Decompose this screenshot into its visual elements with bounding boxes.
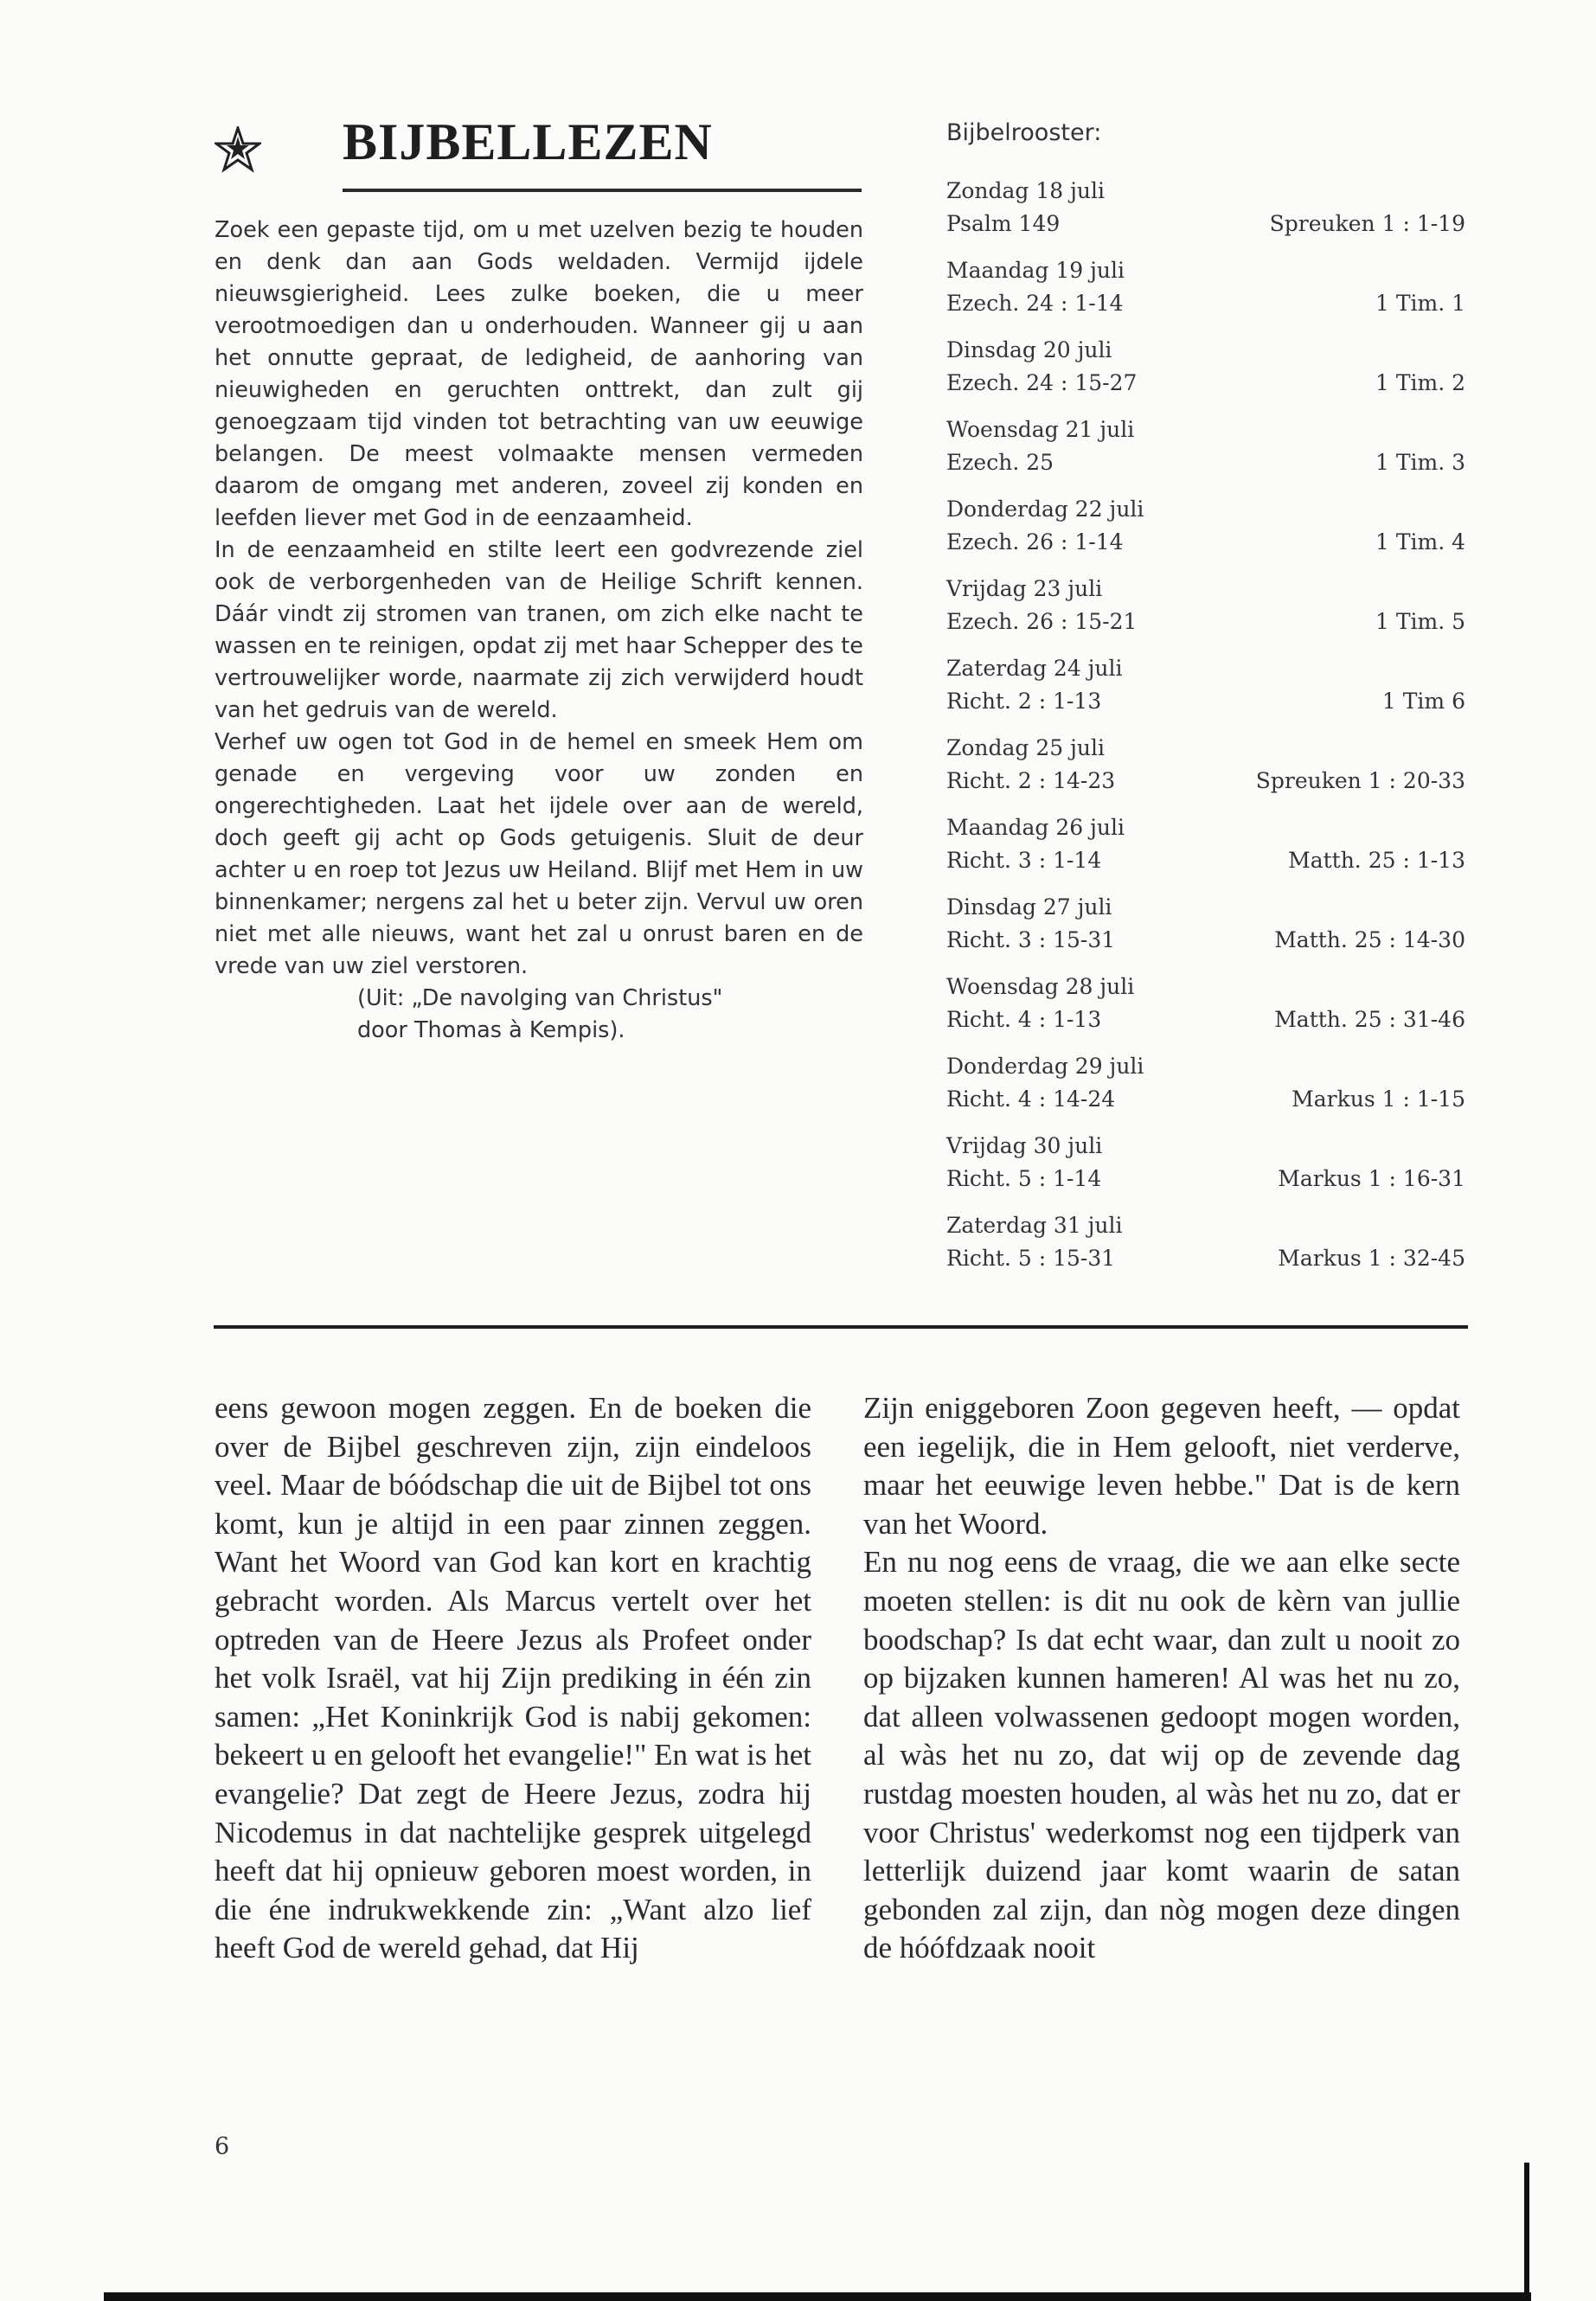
reading-ot: Ezech. 24 : 1-14 bbox=[946, 291, 1124, 316]
schedule-day-label: Zaterdag 31 juli bbox=[946, 1213, 1123, 1238]
schedule-day bbox=[946, 335, 1465, 414]
article-column-left bbox=[215, 1389, 811, 1968]
reading-ot: Richt. 4 : 14-24 bbox=[946, 1086, 1116, 1112]
schedule-day-label: Maandag 26 juli bbox=[946, 815, 1125, 840]
reading-nt: Matth. 25 : 31-46 bbox=[1274, 1007, 1465, 1032]
schedule-day-label: Vrijdag 23 juli bbox=[946, 576, 1103, 601]
article-paragraph: eens gewoon mogen zeggen. En de boeken die over de Bijbel geschreven zijn, zijn eindeloos veel. Maar de bóódschap die uit de Bijbel tot ons komt, kun je altijd in een paar zinnen zeggen. Want het Woord van God kan kort en krachtig gebracht worden. Als Marcus vertelt over het optreden van de Heere Jezus als Profeet onder het volk Israël, vat hij Zijn prediking in één zin samen: „Het Koninkrijk God is nabij gekomen: bekeert u en gelooft het evangelie!" En wat is het evangelie? Dat zegt de Heere Jezus, zodra hij Nicodemus in dat nachtelijke gesprek uitgelegd heeft dat hij opnieuw geboren moest worden, in die éne indrukwekkende zin: „Want alzo lief heeft God de wereld gehad, dat Hij bbox=[215, 1391, 811, 1965]
schedule-day bbox=[946, 255, 1465, 335]
schedule-day-label: Zondag 18 juli bbox=[946, 178, 1105, 203]
schedule-day bbox=[946, 971, 1465, 1051]
intro-paragraph: In de eenzaamheid en stilte leert een godvrezende ziel ook de verborgenheden van de Heilige Schrift kennen. Dáár vindt zij stromen van tranen, om zich elke nacht te wassen en te reinigen, opdat zij met haar Schepper des te vertrouwelijker worde, naarmate zij zich verwijderd houdt van het gedruis van de wereld. bbox=[215, 537, 863, 723]
reading-nt: Markus 1 : 1-15 bbox=[1292, 1086, 1465, 1112]
reading-ot: Psalm 149 bbox=[946, 211, 1061, 236]
reading-nt: 1 Tim. 4 bbox=[1375, 529, 1465, 554]
intro-text bbox=[215, 215, 863, 983]
reading-nt: 1 Tim. 1 bbox=[1375, 291, 1465, 316]
article-paragraph: En nu nog eens de vraag, die we aan elke secte moeten stellen: is dit nu ook de kèrn van jullie boodschap? Is dat echt waar, dan zult u nooit zo op bijzaken kunnen hameren! Al was het nu zo, dat alleen volwassenen gedoopt mogen worden, al wàs het nu zo, dat wij op de zevende dag rustdag moesten houden, al wàs het nu zo, dat er voor Christus' wederkomst nog een tijdperk van letterlijk duizend jaar komt waarin de satan gebonden zal zijn, dan nòg mogen deze dingen de hóófdzaak nooit bbox=[863, 1545, 1460, 1965]
source-citation bbox=[357, 983, 863, 1047]
reading-nt: 1 Tim. 5 bbox=[1375, 609, 1465, 634]
schedule-readings bbox=[946, 208, 1465, 240]
schedule-day bbox=[946, 414, 1465, 494]
article-column-right bbox=[863, 1389, 1460, 1968]
schedule-readings bbox=[946, 288, 1465, 319]
schedule-title: Bijbelrooster: bbox=[946, 119, 1102, 146]
reading-ot: Ezech. 26 : 1-14 bbox=[946, 529, 1124, 554]
reading-ot: Richt. 5 : 1-14 bbox=[946, 1166, 1102, 1191]
reading-nt: 1 Tim. 2 bbox=[1375, 370, 1465, 395]
star-icon bbox=[215, 126, 261, 173]
schedule-day bbox=[946, 1131, 1465, 1210]
reading-nt: 1 Tim. 3 bbox=[1375, 450, 1465, 475]
schedule-day-label: Donderdag 29 juli bbox=[946, 1054, 1144, 1079]
intro-column bbox=[215, 112, 863, 1047]
reading-nt: Markus 1 : 16-31 bbox=[1278, 1166, 1465, 1191]
reading-nt: 1 Tim 6 bbox=[1381, 689, 1465, 714]
schedule-day-label: Woensdag 28 juli bbox=[946, 974, 1135, 999]
reading-ot: Richt. 3 : 1-14 bbox=[946, 848, 1102, 873]
article-paragraph: Zijn eniggeboren Zoon gegeven heeft, — opdat een iegelijk, die in Hem gelooft, niet verderve, maar het eeuwige leven hebbe." Dat is de kern van het Woord. bbox=[863, 1391, 1460, 1541]
source-line: (Uit: „De navolging van Christus" bbox=[357, 985, 723, 1011]
section-divider bbox=[214, 1325, 1468, 1329]
schedule-readings bbox=[946, 1084, 1465, 1115]
reading-ot: Ezech. 25 bbox=[946, 450, 1054, 475]
schedule-day-label: Donderdag 22 juli bbox=[946, 497, 1144, 522]
schedule-readings bbox=[946, 1163, 1465, 1195]
schedule-day bbox=[946, 1210, 1465, 1290]
reading-ot: Ezech. 24 : 15-27 bbox=[946, 370, 1138, 395]
reading-ot: Richt. 4 : 1-13 bbox=[946, 1007, 1102, 1032]
schedule-day-label: Dinsdag 20 juli bbox=[946, 337, 1112, 362]
reading-ot: Ezech. 26 : 15-21 bbox=[946, 609, 1138, 634]
page-number: 6 bbox=[215, 2133, 230, 2160]
schedule-day bbox=[946, 812, 1465, 892]
title-underline bbox=[343, 189, 862, 192]
intro-paragraph: Zoek een gepaste tijd, om u met uzelven bezig te houden en denk dan aan Gods weldaden. Vermijd ijdele nieuwsgierigheid. Lees zulke boeken, die u meer verootmoedigen dan u onderhouden. Wanneer gij u aan het onnutte gepraat, de ledigheid, de aanhoring van nieuwigheden en geruchten onttrekt, dan zult gij genoegzaam tijd vinden tot betrachting van uw eeuwige belangen. De meest volmaakte mensen vermeden daarom de omgang met anderen, zoveel zij konden en leefden liever met God in de eenzaamheid. bbox=[215, 217, 863, 531]
schedule-day bbox=[946, 733, 1465, 812]
reading-ot: Richt. 5 : 15-31 bbox=[946, 1246, 1116, 1271]
page-title: BIJBELLEZEN bbox=[343, 113, 713, 170]
schedule-day-label: Zaterdag 24 juli bbox=[946, 656, 1123, 681]
page-edge bbox=[104, 2292, 1531, 2301]
schedule-day-label: Woensdag 21 juli bbox=[946, 417, 1135, 442]
reading-nt: Markus 1 : 32-45 bbox=[1278, 1246, 1465, 1271]
reading-nt: Matth. 25 : 1-13 bbox=[1288, 848, 1465, 873]
schedule-day bbox=[946, 574, 1465, 653]
schedule-list bbox=[946, 176, 1465, 1290]
reading-ot: Richt. 2 : 1-13 bbox=[946, 689, 1102, 714]
reading-nt: Spreuken 1 : 20-33 bbox=[1255, 768, 1465, 793]
schedule-readings bbox=[946, 1243, 1465, 1274]
schedule-readings bbox=[946, 1004, 1465, 1035]
source-line: door Thomas à Kempis). bbox=[357, 1017, 625, 1043]
schedule-day-label: Dinsdag 27 juli bbox=[946, 894, 1112, 920]
schedule-readings bbox=[946, 845, 1465, 876]
reading-nt: Spreuken 1 : 1-19 bbox=[1269, 211, 1465, 236]
reading-ot: Richt. 3 : 15-31 bbox=[946, 927, 1116, 952]
schedule-readings bbox=[946, 447, 1465, 478]
intro-paragraph: Verhef uw ogen tot God in de hemel en smeek Hem om genade en vergeving voor uw zonden en ongerechtigheden. Laat het ijdele over aan de wereld, doch geeft gij acht op Gods getuigenis. Sluit de deur achter u en roep tot Jezus uw Heiland. Blijf met Hem in uw binnenkamer; nergens zal het u beter zijn. Vervul uw oren niet met alle nieuws, want het zal u onrust baren en de vrede van uw ziel verstoren. bbox=[215, 729, 863, 979]
schedule-day bbox=[946, 653, 1465, 733]
schedule-day bbox=[946, 892, 1465, 971]
page-edge bbox=[1524, 2163, 1529, 2292]
schedule-readings bbox=[946, 527, 1465, 558]
schedule-day bbox=[946, 176, 1465, 255]
bible-schedule bbox=[946, 119, 1465, 1290]
schedule-day-label: Maandag 19 juli bbox=[946, 258, 1125, 283]
schedule-day-label: Zondag 25 juli bbox=[946, 735, 1105, 760]
schedule-readings bbox=[946, 766, 1465, 797]
section-header bbox=[215, 112, 863, 185]
schedule-day bbox=[946, 1051, 1465, 1131]
schedule-readings bbox=[946, 368, 1465, 399]
schedule-readings bbox=[946, 925, 1465, 956]
schedule-readings bbox=[946, 686, 1465, 717]
reading-nt: Matth. 25 : 14-30 bbox=[1274, 927, 1465, 952]
schedule-day-label: Vrijdag 30 juli bbox=[946, 1133, 1103, 1158]
schedule-readings bbox=[946, 606, 1465, 638]
reading-ot: Richt. 2 : 14-23 bbox=[946, 768, 1116, 793]
schedule-day bbox=[946, 494, 1465, 574]
